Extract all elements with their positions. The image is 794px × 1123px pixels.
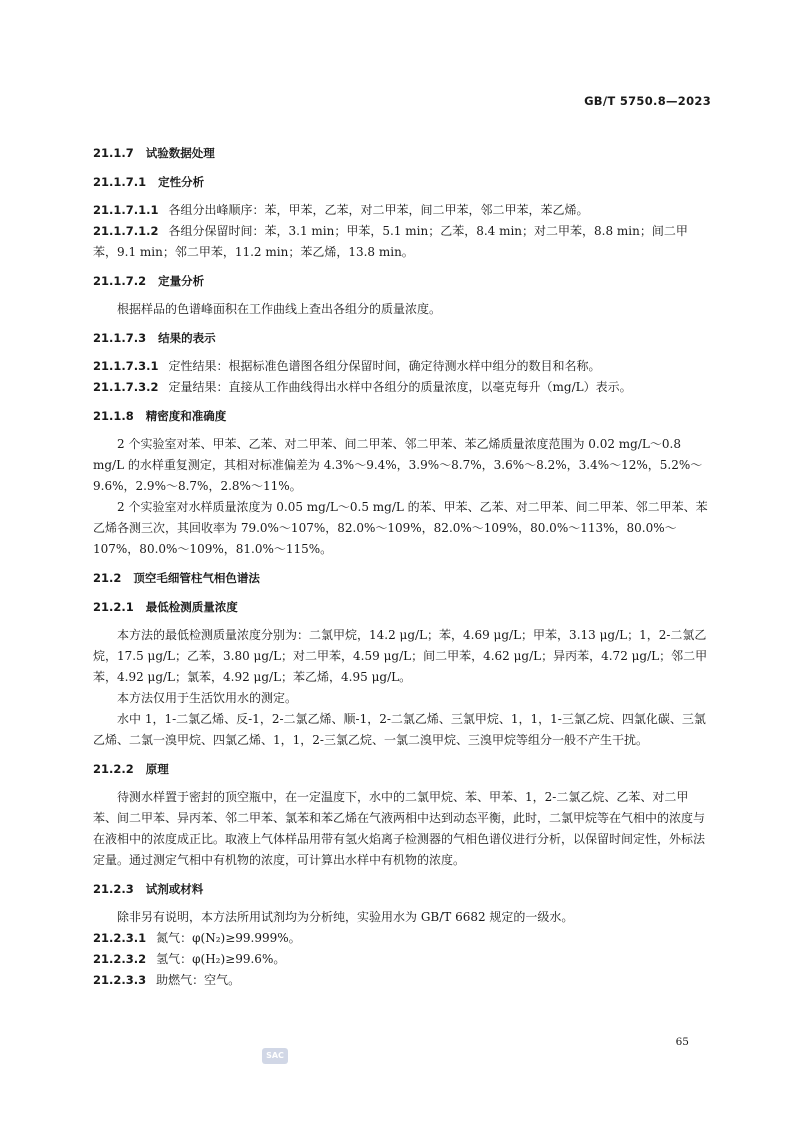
clause-text: 助燃气：空气。 bbox=[156, 973, 241, 987]
clause-text: 定性结果：根据标准色谱图各组分保留时间，确定待测水样中组分的数目和名称。 bbox=[168, 359, 601, 373]
clause-21-1-7-1-2 bbox=[93, 221, 711, 263]
clause-21-1-7-3-2 bbox=[93, 377, 711, 398]
heading-21-1-8 bbox=[93, 406, 711, 427]
paragraph: 除非另有说明，本方法所用试剂均为分析纯，实验用水为 GB/T 6682 规定的一级水。 bbox=[117, 910, 574, 924]
heading-title: 原理 bbox=[145, 762, 169, 776]
paragraph: 水中 1，1-二氯乙烯、反-1，2-二氯乙烯、顺-1，2-二氯乙烯、三氯甲烷、1，1，1-三氯乙烷、四氯化碳、三氯乙烯、二氯一溴甲烷、四氯乙烯、1，1，2-三氯乙烷、一氯二溴甲烷、三溴甲烷等组分一般不产生干扰。 bbox=[93, 712, 706, 747]
standard-number: GB/T 5750.8—2023 bbox=[584, 94, 711, 108]
clause-number: 21.2.3.1 bbox=[93, 931, 147, 945]
clause-number: 21.1.7.1.2 bbox=[93, 224, 159, 238]
heading-title: 定量分析 bbox=[158, 274, 205, 288]
clause-21-2-3-1 bbox=[93, 928, 711, 949]
heading-title: 试验数据处理 bbox=[145, 146, 215, 160]
paragraph: 待测水样置于密封的顶空瓶中，在一定温度下，水中的二氯甲烷、苯、甲苯、1，2-二氯乙烷、乙苯、对二甲苯、间二甲苯、异丙苯、邻二甲苯、氯苯和苯乙烯在气液两相中达到动态平衡，此时，二氯甲烷等在气相中的浓度与在液相中的浓度成正比。取液上气体样品用带有氢火焰离子检测器的气相色谱仪进行分析，以保留时间定性，外标法定量。通过测定气相中有机物的浓度，可计算出水样中有机物的浓度。 bbox=[93, 790, 706, 867]
clause-21-1-7-1-1 bbox=[93, 200, 711, 221]
heading-21-2-2 bbox=[93, 759, 711, 780]
heading-number: 21.1.8 bbox=[93, 409, 134, 423]
clause-number: 21.2.3.2 bbox=[93, 952, 147, 966]
heading-21-1-7-2 bbox=[93, 271, 711, 292]
heading-21-1-7-3 bbox=[93, 328, 711, 349]
heading-21-2-1 bbox=[93, 597, 711, 618]
heading-title: 试剂或材料 bbox=[145, 882, 204, 896]
sac-logo-icon: SAC bbox=[262, 1048, 288, 1064]
paragraph: 根据样品的色谱峰面积在工作曲线上查出各组分的质量浓度。 bbox=[117, 302, 442, 316]
paragraph: 2 个实验室对苯、甲苯、乙苯、对二甲苯、间二甲苯、邻二甲苯、苯乙烯质量浓度范围为 0.02 mg/L～0.8 mg/L 的水样重复测定，其相对标准偏差为 4.3%～9.4%，3.9%～8.7%，3.6%～8.2%，3.4%～12%，5.2%～9.6%，2.9%～8.7%，2.8%～11%。 bbox=[93, 437, 703, 493]
clause-21-1-7-3-1 bbox=[93, 356, 711, 377]
heading-title: 最低检测质量浓度 bbox=[145, 600, 238, 614]
heading-number: 21.2.2 bbox=[93, 762, 134, 776]
heading-number: 21.1.7.2 bbox=[93, 274, 147, 288]
clause-number: 21.1.7.3.1 bbox=[93, 359, 159, 373]
clause-text: 各组分保留时间：苯，3.1 min；甲苯，5.1 min；乙苯，8.4 min；对二甲苯，8.8 min；间二甲苯，9.1 min；邻二甲苯，11.2 min；苯乙烯，13.8 min。 bbox=[93, 224, 688, 259]
clause-text: 氢气：φ(H₂)≥99.6%。 bbox=[156, 952, 286, 966]
clause-text: 定量结果：直接从工作曲线得出水样中各组分的质量浓度，以毫克每升（mg/L）表示。 bbox=[168, 380, 632, 394]
heading-21-1-7-1 bbox=[93, 172, 711, 193]
heading-21-1-7 bbox=[93, 143, 711, 164]
heading-number: 21.1.7 bbox=[93, 146, 134, 160]
heading-21-2-3 bbox=[93, 879, 711, 900]
clause-number: 21.2.3.3 bbox=[93, 973, 147, 987]
heading-title: 定性分析 bbox=[158, 175, 205, 189]
heading-number: 21.1.7.1 bbox=[93, 175, 147, 189]
paragraph: 本方法仅用于生活饮用水的测定。 bbox=[117, 691, 298, 705]
clause-number: 21.1.7.3.2 bbox=[93, 380, 159, 394]
paragraph: 2 个实验室对水样质量浓度为 0.05 mg/L～0.5 mg/L 的苯、甲苯、乙苯、对二甲苯、间二甲苯、邻二甲苯、苯乙烯各测三次，其回收率为 79.0%～107%，82.0%～109%，82.0%～109%，80.0%～113%，80.0%～107%，80.0%～109%，81.0%～115%。 bbox=[93, 500, 708, 556]
heading-number: 21.2 bbox=[93, 571, 122, 585]
clause-21-2-3-2 bbox=[93, 949, 711, 970]
heading-title: 顶空毛细管柱气相色谱法 bbox=[133, 571, 260, 585]
page-number: 65 bbox=[675, 1036, 689, 1048]
heading-number: 21.2.3 bbox=[93, 882, 134, 896]
clause-21-2-3-3 bbox=[93, 970, 711, 991]
heading-number: 21.2.1 bbox=[93, 600, 134, 614]
document-body bbox=[93, 143, 711, 991]
clause-number: 21.1.7.1.1 bbox=[93, 203, 159, 217]
heading-number: 21.1.7.3 bbox=[93, 331, 147, 345]
paragraph: 本方法的最低检测质量浓度分别为：二氯甲烷，14.2 μg/L；苯，4.69 μg/L；甲苯，3.13 μg/L；1，2-二氯乙烷，17.5 μg/L；乙苯，3.80 μg/L；对二甲苯，4.59 μg/L；间二甲苯，4.62 μg/L；异丙苯，4.72 μg/L；邻二甲苯，4.92 μg/L；氯苯，4.92 μg/L；苯乙烯，4.95 μg/L。 bbox=[93, 628, 708, 684]
clause-text: 各组分出峰顺序：苯，甲苯，乙苯，对二甲苯，间二甲苯，邻二甲苯，苯乙烯。 bbox=[168, 203, 589, 217]
clause-text: 氮气：φ(N₂)≥99.999%。 bbox=[156, 931, 301, 945]
heading-title: 结果的表示 bbox=[158, 331, 216, 345]
heading-21-2 bbox=[93, 568, 711, 589]
heading-title: 精密度和准确度 bbox=[145, 409, 227, 423]
